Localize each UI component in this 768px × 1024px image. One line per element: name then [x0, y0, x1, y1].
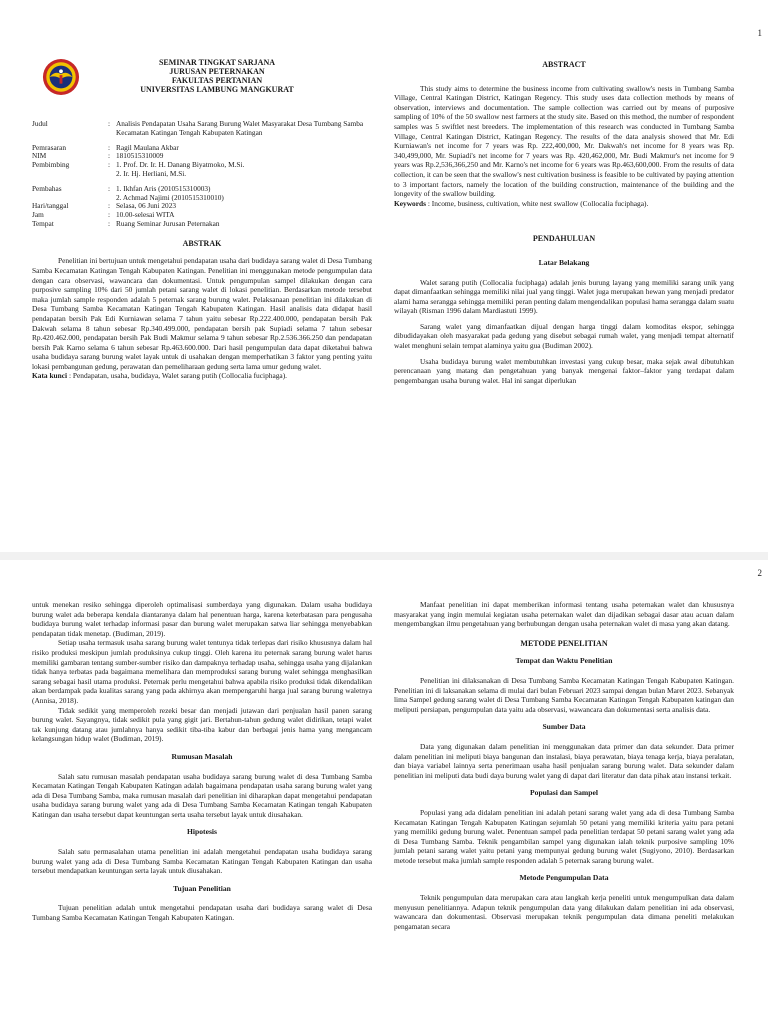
- pendahuluan-heading: PENDAHULUAN: [532, 234, 596, 244]
- populasi-heading: Populasi dan Sampel: [530, 788, 598, 798]
- left-column: [32, 600, 372, 923]
- meta-row-judul: Judul : Analisis Pendapatan Usaha Sarang Burung Walet Masyarakat Desa Tumbang Samba Kecamatan Katingan Tengah Kabupaten Katingan: [32, 119, 364, 137]
- header-line-2: JURUSAN PETERNAKAN: [169, 67, 265, 76]
- seminar-info: [32, 120, 372, 229]
- paragraph-risiko: Setiap usaha termasuk usaha sarang burung walet tentunya tidak terlepas dari risiko khususnya dalam hal risiko produksi meskipun jumlah produksinya cukup tinggi. Oleh karena itu peternak sarang burung walet harus memiliki gambaran tentang sumber-sumber risiko dan dampaknya terhadap usaha, sehingga usaha yang dijalankan tidak hanya terbatas pada bagaimana memelihara dan memproduksi sarang burung walet sehingga menghasilkan sarang sebagai hasil utama produksi. Peternak perlu mengetahui bahwa apabila risiko produksi tidak dikendalikan akan berdampak pada kualitas sarang yang pada akhirnya akan mempengaruhi harga jual sarang burung waletnya (Annisa, 2018).: [32, 638, 372, 705]
- tempat-waktu-heading: Tempat dan Waktu Penelitian: [515, 656, 613, 666]
- metode-heading: METODE PENELITIAN: [520, 638, 608, 648]
- sumber-paragraph: Data yang digunakan dalam penelitian ini menggunakan data primer dan data sekunder. Data primer dalam penelitian ini meliputi biaya bangunan dan instalasi, biaya perawatan, biaya tenaga kerja, biaya peralatan, dan biaya variabel lainnya serta penerimaan usaha hasil penjualan sarang burung walet. Data sekunder dalam penelitian ini meliputi data budi daya burung walet yang di dapat dari literatur dan data pihak atau instansi terkait.: [394, 741, 734, 780]
- tempat-paragraph: Penelitian ini dilaksanakan di Desa Tumbang Samba Kecamatan Katingan Tengah Kabupaten Katingan. Penelitian ini di laksanakan selama di mulai dari bulan Februari 2023 sampai dengan bulan Maret 2023. Sebanyak lima Sampel gedung sarang walet di Desa Tumbang Samba Kecamatan Katingan Tengah Kabupaten katingan dan meliputi persiapan, pengumpulan data yaitu ada observasi, wawancara dan dokumentasi serta analisis data.: [394, 675, 734, 714]
- keywords: [394, 199, 734, 209]
- header-line-4: UNIVERSITAS LAMBUNG MANGKURAT: [140, 85, 294, 94]
- tujuan-paragraph: Tujuan penelitian adalah untuk mengetahui pendapatan usaha dari budidaya sarang walet di Desa Tumbang Samba Kecamatan Katingan Tengah Kabupaten Katingan.: [32, 903, 372, 923]
- latar-paragraph-3: Usaha budidaya burung walet membutuhkan investasi yang cukup besar, maka sejak awal dibutuhkan perencanaan yang matang dan pengetahuan yang banyak mengenai faktor–faktor yang terdapat dalam pengembangan usaha burung walet. Hal ini sangat diperlukan: [394, 356, 734, 385]
- meta-row-pembimbing: Pembimbing : 1. Prof. Dr. Ir. H. Danang Biyatmoko, M.Si.: [32, 160, 245, 170]
- kata-kunci: [32, 371, 372, 381]
- manfaat-paragraph: Manfaat penelitian ini dapat memberikan informasi tentang usaha peternakan walet dan khususnya masyarakat yang ingin memulai kegiatan usaha peternakan walet dan dijadikan sebagai dasar atau acuan dalam mengembangkan ilmu pengetahuan yang berhubungan dengan usaha peternakan walet di masa yang akan datang.: [394, 600, 734, 629]
- page-number: 1: [757, 28, 762, 38]
- seminar-header: [32, 58, 372, 102]
- abstract-heading: ABSTRACT: [542, 60, 586, 69]
- pengumpulan-paragraph: Teknik pengumpulan data merupakan cara atau langkah kerja peneliti untuk mengumpulkan data dalam menyusun penelitiannya. Adapun teknik pengumpulan data yang dilakukan dalam penelitian ini ada observasi, wawancara dan dokumentasi. Observasi merupakan teknik pengumpulan data dimana peneliti melakukan pengamatan secara: [394, 893, 734, 931]
- latar-paragraph-1: Walet sarang putih (Collocalia fuciphaga) adalah jenis burung layang yang memiliki sarang unik yang dapat dimanfaatkan sehingga memiliki nilai jual yang tinggi. Walet juga merupakan hewan yang menjadi predator alami hama serangga sehingga memiliki peran penting dalam mengendalikan populasi hama serangga dalam suatu wilayah (Risman 1996 dalam Mardiastuti 1999).: [394, 277, 734, 316]
- right-column: [394, 58, 734, 385]
- pengumpulan-heading: Metode Pengumpulan Data: [519, 873, 609, 883]
- sumber-data-heading: Sumber Data: [542, 722, 586, 732]
- meta-row-pembahas-2: 2. Achmad Najimi (2010515310010): [116, 192, 224, 202]
- university-emblem-icon: [42, 58, 80, 96]
- hipotesis-paragraph: Salah satu permasalahan utama penelitian ini adalah mengetahui pendapatan usaha budidaya sarang burung walet yang ada di Desa Tumbang Samba Kecamatan Katingan Tengah Kabupaten Katingan dan usaha tersebut mendapatkan keuntungan serta layak untuk diusahakan.: [32, 847, 372, 876]
- meta-row-pembimbing-2: 2. Ir. Hj. Herliani, M.Si.: [116, 168, 187, 178]
- kata-kunci-label: Kata kunci: [32, 371, 68, 381]
- meta-row-pemrasaran: Pemrasaran : Ragil Maulana Akbar: [32, 142, 179, 152]
- page-number: 2: [757, 568, 762, 578]
- left-column: [32, 58, 372, 381]
- abstract-paragraph: This study aims to determine the business income from cultivating swallow's nests in Tumbang Samba Village, Central Katingan District, Katingan Regency. This study uses data collection methods by means of observation, interviews and documentation. The sample collection was carried out by means of purposive sampling of 10% of the 50 swallow nest farmers at the study site. Based on this method, the number of respondent samples was 5 swiftlet nest breeders. The implementation of this research was conducted in Tumbang Samba Village, Central Katingan District, Katingan Regency. The results of the data analysis showed that Mr. Edi Kurniawan's net income for 7 years was Rp. 222,400,000, Mr. Dakwah's net income for 8 years was Rp. 340,499,000, Mr. Supiadi's net income for 7 years was Rp. 420,462,000, Mr. Budi Makmur's net income for 9 years was Rp.2,536,366,250 and Mr. Karno's net income for 6 years was Rp.463,600,000. From the results of data collection, it can be seen that the swallow's nest cultivation business is feasible to be cultivated by paying attention to 3 important factors, namely the location of the building construction, maintenance of the building and the longevity of the swallow building.: [394, 83, 734, 199]
- right-column: [394, 600, 734, 931]
- abstrak-paragraph: Penelitian ini bertujuan untuk mengetahui pendapatan usaha dari budidaya sarang walet di Desa Tumbang Samba Kecamatan Katingan Tengah Kabupaten Katingan. Penelitian ini menggunakan metode pengumpulan data dengan cara observasi, wawancara dan dokumentasi. Untuk pengumpulan sampel dilakukan dengan cara purposive sampling 10% dari 50 jumlah petani sarang walet di lokasi penelitian. Berdasarkan metode tersebut maka jumlah sample responden adalah 5 peternak sarang burung walet. Pelaksanaan penelitian ini dilakukan di Desa Tumbang Samba Kecamatan Katingan Tengah Kabupaten Katingan. Hasil analisis data didapat hasil pendapatan bersih Pak Edi Kurniawan selama 7 tahun yaitu sebesar Rp.222.400.000, pendapatan bersih Pak Dakwah selama 8 tahun sebesar Rp.340.499.000, pendapatan bersih pak Supiadi selama 7 tahun sebesar Rp.420.462.000, pendapatan bersih Pak Budi Makmur selama 9 tahun sebesar Rp.2.536.366.250 dan pendapatan bersih Pak Karno selama 6 tahun sebesar Rp.463.600.000. Dari hasil pengumpulan data dapat diketahui bahwa usaha budidaya sarang burung walet layak untuk di usahakan dengan memperhatikan 3 faktor yang penting yaitu lokasi pembangunan gedung, perawatan dan pemeliharaan gedung serta lama umur gedung walet.: [32, 256, 372, 371]
- meta-row-hari-tanggal: Hari/tanggal : Selasa, 06 Juni 2023: [32, 201, 176, 211]
- latar-paragraph-2: Sarang walet yang dimanfaatkan dijual dengan harga tinggi dalam komoditas ekspor, sehingga dibudidayakan oleh masyarakat pada gedung yang disebut sebagai rumah walet, yang menjadi tempat alternatif walet menghuni selain tempat alaminya yaitu gua (Budiman 2002).: [394, 321, 734, 351]
- rumusan-masalah-heading: Rumusan Masalah: [171, 751, 233, 761]
- meta-row-nim: NIM : 1810515310009: [32, 151, 164, 161]
- paragraph-continued: untuk menekan resiko sehingga diperoleh optimalisasi sumberdaya yang digunakan. Dalam usaha budidaya burung walet ada beberapa kendala diantaranya dalam hal penentuan harga, karena keterbatasan para pengusaha budidaya burung walet terhadap informasi pasar dan burung walet merupakan satwa liar sehingga menyebabkan pendapatan tidak menetap. (Budiman, 2019).: [32, 600, 372, 638]
- kata-kunci-text: : Pendapatan, usaha, budidaya, Walet sarang putih (Collocalia fuciphaga).: [68, 371, 288, 381]
- meta-row-jam: Jam : 10.00-selesai WITA: [32, 210, 175, 220]
- meta-row-pembahas: Pembahas : 1. Ikhfan Aris (2010515310003): [32, 183, 211, 193]
- latar-belakang-heading: Latar Belakang: [538, 257, 590, 267]
- populasi-paragraph: Populasi yang ada didalam penelitian ini adalah petani sarang walet yang ada di desa Tumbang Samba Kecamatan Katingan Tengah Kabupaten Katingan sejumlah 50 petani yang memiliki kriteria yaitu para petani yang memiliki gedung burung walet. Penentuan sampel pada penelitian terdapat 50 petani sarang walet yang ada di Desa Tumbang Samba. Teknik pengambilan sampel yang digunakan ialah teknik purposive sampling 10% jumlah petani sarang walet yaitu petani yang mempunyai gedung burung walet (Sugiyono, 2010). Berdasarkan metode tersebut maka jumlah sample responden adalah 5 peternak sarang burung walet.: [394, 807, 734, 865]
- page-2: [0, 560, 768, 1024]
- header-line-1: SEMINAR TINGKAT SARJANA: [158, 58, 276, 67]
- keywords-label: Keywords: [394, 198, 427, 208]
- page-separator: [0, 552, 768, 560]
- rumusan-paragraph: Salah satu rumusan masalah pendapatan usaha budidaya sarang burung walet di desa Tumbang Samba Kecamatan Katingan Tengah Kabupaten Katingan adalah bagaimana pendapatan usaha sarang burung walet yang ada di Desa Tumbang Samba, maka rumusan masalah dari penelitian ini diharapkan dapat mengetahui pendapatan usaha budidaya sarang burung walet yang ada di Desa Tumbang Samba Kecamatan Katingan tengah Kabupaten Katingan dan usaha tersebut dapat keuntungan serta usaha tersebut layak untuk diusahakan.: [32, 771, 372, 819]
- hipotesis-heading: Hipotesis: [187, 827, 217, 837]
- meta-row-tempat: Tempat : Ruang Seminar Jurusan Peternakan: [32, 218, 220, 228]
- keywords-text: : Income, business, cultivation, white nest swallow (Collocalia fuciphaga).: [427, 198, 649, 208]
- tujuan-heading: Tujuan Penelitian: [173, 883, 231, 893]
- header-line-3: FAKULTAS PERTANIAN: [171, 76, 263, 85]
- paragraph-rezeki: Tidak sedikit yang memperoleh rezeki besar dan menjadi jutawan dari penjualan hasil panen sarang burung walet. Sayangnya, tidak sedikit pula yang gigit jari. Bertahun-tahun gedung walet didirikan, tetapi walet tak kunjung datang atau jumlahnya hanya sedikit tiba-tiba kabur dan berbagai jenis hama yang mengancam kelangsungan hidup walet (Budiman, 2019).: [32, 705, 372, 744]
- abstrak-heading: ABSTRAK: [182, 238, 222, 248]
